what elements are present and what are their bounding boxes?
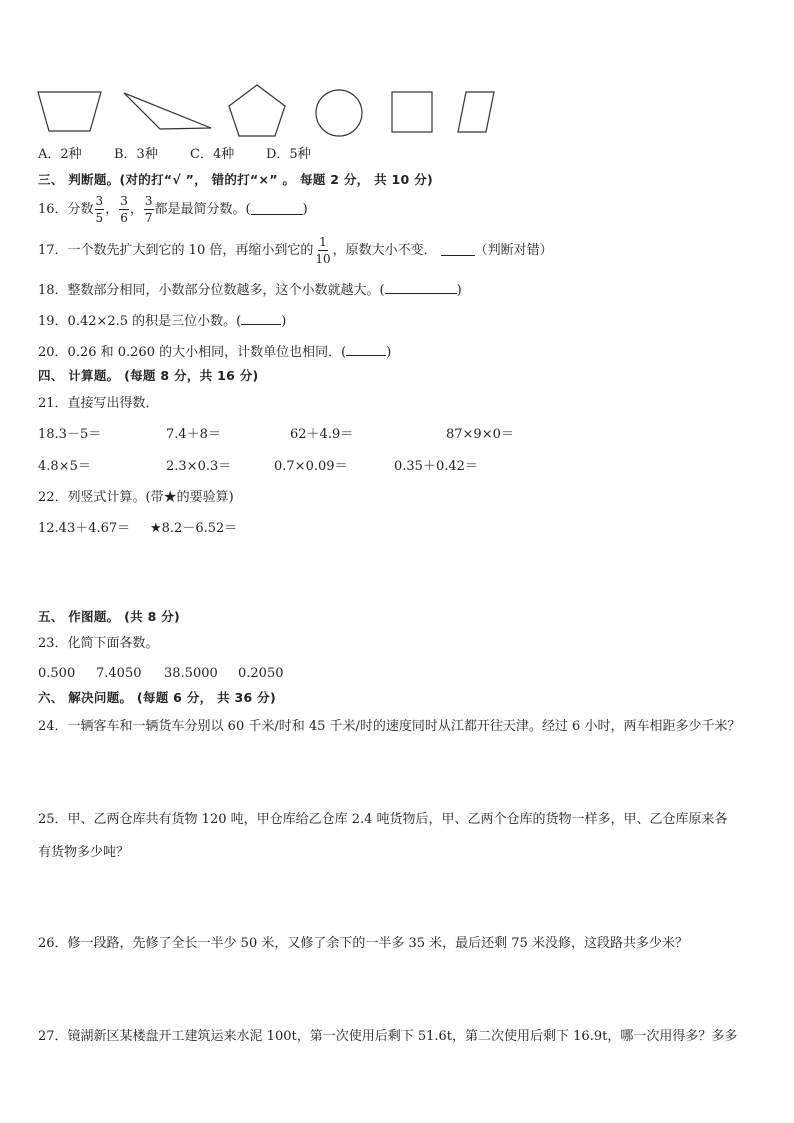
q17-suffix: ，原数大小不变． [332, 243, 437, 258]
answer-blank[interactable] [385, 283, 457, 294]
calc-item: 18.3－5＝ [38, 427, 102, 442]
fraction-denominator: 5 [95, 211, 104, 225]
question-21-title: 21．直接写出得数． [38, 396, 159, 411]
section-4-title: 四、 计算题。 (每题 8 分，共 16 分) [38, 368, 259, 383]
q16-prefix: 16．分数 [38, 202, 94, 217]
question-19 [38, 314, 286, 328]
number-item: 0.2050 [238, 666, 284, 681]
triangle-icon [124, 93, 211, 129]
question-25-line1: 25．甲、乙两仓库共有货物 120 吨，甲仓库给乙仓库 2.4 吨货物后，甲、乙两个仓库的货物一样多，甲、乙仓库原来各 [38, 812, 728, 827]
fraction-denominator: 7 [144, 211, 153, 225]
section-3-title: 三、 判断题。(对的打“√ ”， 错的打“×” 。 每题 2 分， 共 10 分) [38, 172, 434, 187]
fraction-denominator: 10 [315, 252, 331, 266]
option-a: A．2种 [38, 147, 82, 162]
fraction-numerator: 1 [319, 235, 327, 249]
question-27: 27．镜湖新区某楼盘开工建筑运来水泥 100t，第一次使用后剩下 51.6t，第二次使用后剩下 16.9t，哪一次用得多？多多 [38, 1029, 738, 1044]
calc-item: 0.35＋0.42＝ [394, 459, 478, 474]
fraction-3-7 [144, 195, 154, 224]
option-d: D．5种 [266, 147, 311, 162]
fraction-1-10 [314, 236, 331, 265]
close-paren: ) [386, 345, 392, 360]
answer-blank[interactable] [441, 245, 475, 256]
answer-blank[interactable] [251, 204, 303, 215]
trapezoid-icon [38, 92, 101, 131]
question-26: 26．修一段路，先修了全长一半少 50 米，又修了余下的一半多 35 米，最后还剩 75 米没修，这段路共多少米？ [38, 936, 688, 951]
fraction-numerator: 3 [144, 194, 153, 208]
question-25-line2: 有货物多少吨？ [38, 845, 130, 860]
question-20 [38, 345, 391, 359]
question-24: 24．一辆客车和一辆货车分别以 60 千米/时和 45 千米/时的速度同时从江都开往天津。经过 6 小时，两车相距多少千米？ [38, 719, 741, 734]
calc-item: 87×9×0＝ [446, 427, 514, 442]
square-icon [392, 92, 432, 132]
option-c: C．4种 [190, 147, 235, 162]
circle-icon [316, 90, 362, 136]
answer-blank[interactable] [346, 345, 386, 356]
parallelogram-icon [458, 92, 494, 132]
number-item: 0.500 [38, 666, 76, 681]
q20-text: 20．0.26 和 0.260 的大小相同，计数单位也相同．( [38, 345, 347, 360]
q17-tail: （判断对错） [474, 243, 553, 258]
close-paren: ) [302, 202, 308, 217]
option-b: B．3种 [114, 147, 158, 162]
question-23-title: 23．化简下面各数。 [38, 636, 159, 651]
calc-item: 0.7×0.09＝ [274, 459, 348, 474]
separator: ， [105, 202, 119, 217]
close-paren: ) [456, 283, 462, 298]
question-22-title: 22．列竖式计算。(带★的要验算) [38, 490, 234, 505]
question-16 [38, 195, 308, 224]
separator: ， [129, 202, 143, 217]
answer-blank[interactable] [241, 314, 281, 325]
question-18 [38, 283, 462, 297]
fraction-3-5 [95, 195, 105, 224]
number-item: 7.4050 [96, 666, 142, 681]
fraction-numerator: 3 [120, 194, 128, 208]
fraction-3-6 [119, 195, 129, 224]
shape-figures [0, 0, 794, 150]
section-6-title: 六、 解决问题。 (每题 6 分， 共 36 分) [38, 690, 276, 705]
calc-item: 62＋4.9＝ [290, 427, 354, 442]
calc-item: 7.4＋8＝ [166, 427, 221, 442]
close-paren: ) [281, 314, 287, 329]
fraction-denominator: 6 [120, 211, 128, 225]
calc-item: 2.3×0.3＝ [166, 459, 232, 474]
pentagon-icon [229, 85, 285, 136]
section-5-title: 五、 作图题。 (共 8 分) [38, 609, 181, 624]
vertical-calc-item: ★8.2－6.52＝ [150, 521, 238, 536]
question-17 [38, 236, 553, 265]
calc-item: 4.8×5＝ [38, 459, 91, 474]
q17-prefix: 17．一个数先扩大到它的 10 倍，再缩小到它的 [38, 243, 314, 258]
vertical-calc-item: 12.43＋4.67＝ [38, 521, 131, 536]
q19-text: 19．0.42×2.5 的积是三位小数。( [38, 314, 242, 329]
number-item: 38.5000 [164, 666, 218, 681]
q16-suffix: 都是最简分数。( [154, 202, 251, 217]
fraction-numerator: 3 [95, 194, 104, 208]
q18-text: 18．整数部分相同，小数部分位数越多，这个小数就越大。( [38, 283, 385, 298]
